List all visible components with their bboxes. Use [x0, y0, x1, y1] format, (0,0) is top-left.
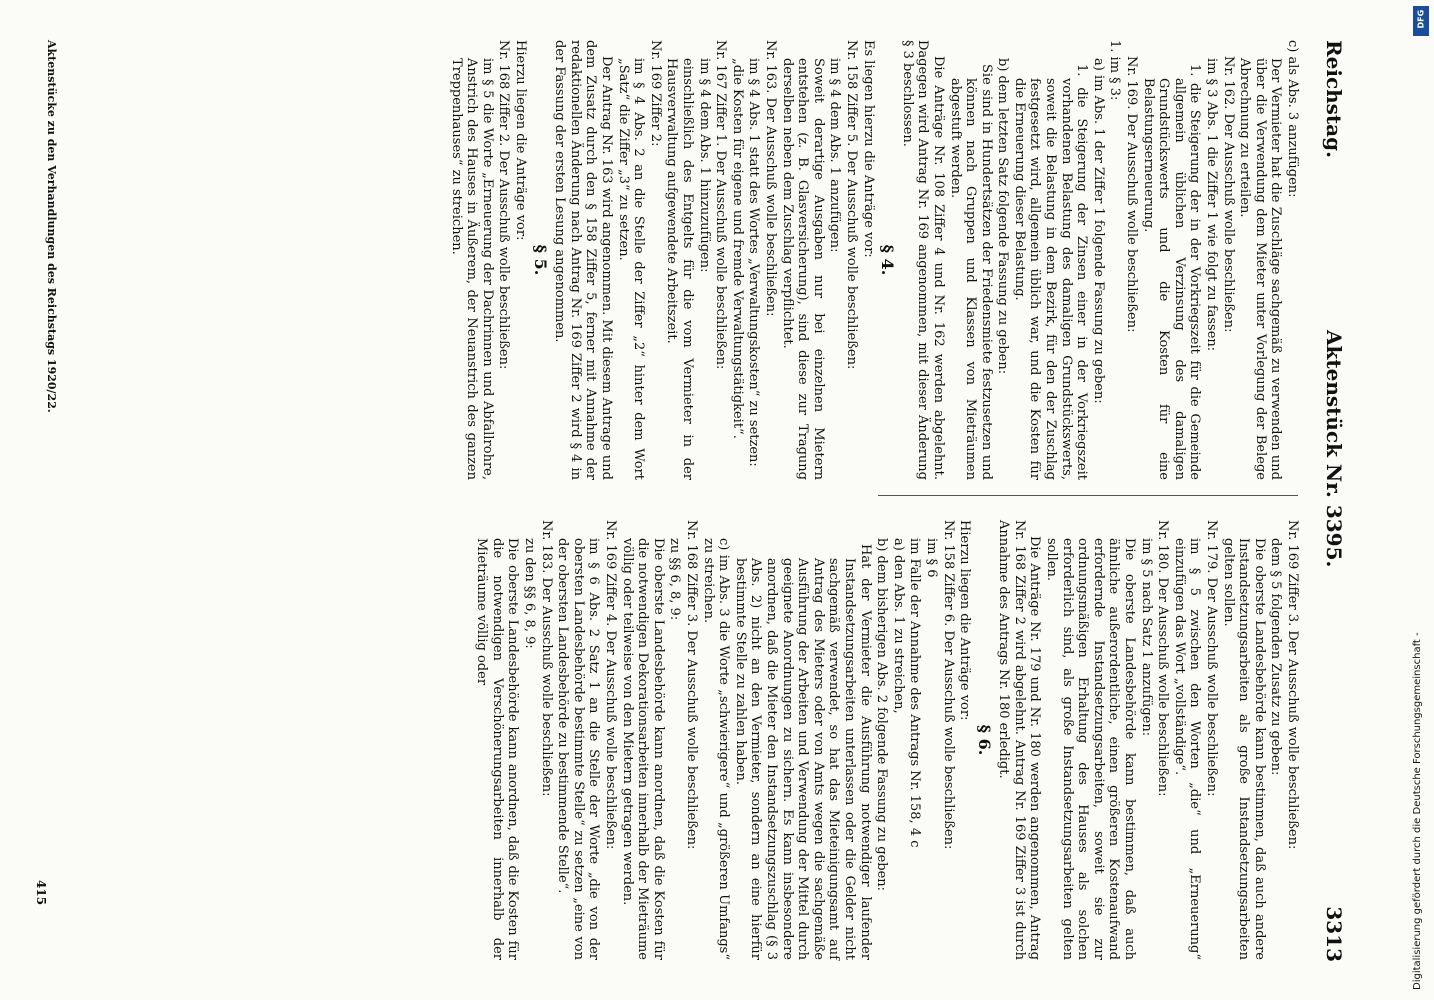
- dfg-logo: [1413, 6, 1429, 36]
- paragraph: 1. die Steigerung der in der Vorkriegszeit für die Gemeinde allgemein üblichen Verzinsung des damaligen Grundstückswerts und die Kosten für eine Belastungserneuerung.: [1140, 64, 1203, 480]
- paragraph: Die Anträge Nr. 179 und Nr. 180 werden angenommen, Antrag Nr. 168 Ziffer 2 wird abgelehnt. Antrag Nr. 169 Ziffer 3 ist durch Annahme des Antrags Nr. 180 erledigt.: [996, 520, 1043, 960]
- section-heading: § 5.: [530, 244, 550, 276]
- paragraph: im § 3 Abs. 1 die Ziffer 1 wie folgt zu fassen:: [1204, 58, 1220, 352]
- paragraph: Nr. 169 Ziffer 4. Der Ausschuß wolle beschließen:: [603, 520, 619, 850]
- paragraph: Hierzu liegen die Anträge vor:: [957, 520, 973, 721]
- paragraph: Soweit derartige Ausgaben nur bei einzelnen Mietern entstehen (z. B. Glasversicherung), sind diese zur Tragung derselben neben dem Zuschlag verpflichtet.: [779, 58, 826, 480]
- header-page-number: 3313: [1322, 906, 1346, 962]
- digitization-text: Digitalisierung gefördert durch die Deutsche Forschungsgemeinschaft -: [1412, 632, 1423, 990]
- paragraph: Die oberste Landesbehörde kann bestimmen, daß auch ähnliche außerordentliche, einen größeren Kostenaufwand erfordernde Instandsetzungsarbeiten, soweit sie zur ordnungsmäßigen Erhaltung des Hauses als solchen erforderlich sind, als große Instandsetzungsarbeiten gelten sollen.: [1044, 538, 1138, 960]
- paragraph: Nr. 163. Der Ausschuß wolle beschließen:: [763, 40, 778, 317]
- paragraph: Der Vermieter hat die Zuschläge sachgemäß zu verwenden und über die Verwendung dem Mieter unter Vorlegung der Belege Abrechnung zu erteilen.: [1237, 58, 1284, 480]
- paragraph: Nr. 179. Der Ausschuß wolle beschließen:: [1204, 520, 1220, 797]
- right-column: [473, 520, 1300, 960]
- paragraph: im § 5 zwischen den Worten „die“ und „Erneuerung“ einzufügen das Wort „vollständige“.: [1171, 538, 1203, 960]
- paragraph: Es liegen hierzu die Anträge vor:: [860, 40, 876, 258]
- paragraph: Nr. 162. Der Ausschuß wolle beschließen:: [1220, 56, 1236, 333]
- dfg-logo-text: DFG: [1416, 9, 1426, 29]
- paragraph: einschließlich des Entgelts für die vom Vermieter in der Hausverwaltung aufgewendete Arbeitszeit.: [664, 58, 696, 480]
- paragraph: c) im Abs. 3 die Worte „schwierigere“ und „größeren Umfangs“ zu streichen.: [700, 538, 732, 960]
- paragraph: dem § 5 folgenden Zusatz zu geben:: [1268, 538, 1284, 776]
- header-center: Aktenstück Nr. 3395.: [1322, 330, 1346, 568]
- paragraph: im § 5 die Worte „Erneuerung der Dachrinnen und Abfallrohre, Anstrich des Hauses in Äußerem, der Neuanstrich des ganzen Treppenhauses“ zu streichen.: [448, 58, 495, 480]
- paragraph: im § 4 Abs. 1 statt des Wortes „Verwaltungskosten“ zu setzen:: [746, 58, 762, 467]
- left-column: [447, 40, 1300, 480]
- paragraph: im § 4 dem Abs. 1 anzufügen:: [827, 58, 843, 253]
- paragraph: im § 6 Abs. 2 Satz 1 an die Stelle der Worte „die von der obersten Landesbehörde bestimmte Stelle“ zu setzen „eine von der obersten Landesbehörde zu bestimmende Stelle“.: [555, 538, 602, 960]
- header-left: Reichstag.: [1322, 40, 1346, 159]
- paragraph: Nr. 168 Ziffer 2. Der Ausschuß wolle beschließen:: [496, 40, 512, 370]
- paragraph: Nr. 167 Ziffer 1. Der Ausschuß wolle beschließen:: [713, 40, 729, 370]
- paragraph: a) im Abs. 1 der Ziffer 1 folgende Fassung zu geben:: [1090, 58, 1106, 404]
- paragraph: Nr. 158 Ziffer 5. Der Ausschuß wolle beschließen:: [843, 40, 859, 370]
- paragraph: „die Kosten für eigene und fremde Verwaltungstätigkeit“.: [729, 58, 745, 439]
- digitization-note: [1412, 10, 1430, 990]
- paragraph: Die Anträge Nr. 108 Ziffer 4 und Nr. 162 werden abgelehnt. Dagegen wird Antrag Nr. 169 angenommen, mit dieser Änderung § 3 beschlossen.: [899, 40, 946, 480]
- sheet-number: 415: [34, 880, 48, 906]
- paragraph: im Falle der Annahme des Antrags Nr. 158, 4 c: [907, 538, 923, 848]
- paragraph: Die oberste Landesbehörde kann anordnen, daß die Kosten für die notwendigen Dekorationsarbeiten innerhalb der Mieträume völlig oder teilweise von den Mietern getragen werden.: [619, 538, 666, 960]
- paragraph: Nr. 183. Der Ausschuß wolle beschließen:: [538, 520, 554, 797]
- paragraph: Nr. 168 Ziffer 3. Der Ausschuß wolle beschließen:: [684, 520, 700, 850]
- paragraph: b) dem bisherigen Abs. 2 folgende Fassung zu geben:: [874, 538, 890, 892]
- paragraph: Nr. 158 Ziffer 6. Der Ausschuß wolle beschließen:: [940, 520, 956, 850]
- paragraph: Sie sind in Hundertsätzen der Friedensmiete festzusetzen und können nach Gruppen und Klassen von Mieträumen abgestuft werden.: [947, 64, 994, 480]
- paragraph: Die oberste Landesbehörde kann bestimmen, daß auch andere Instandsetzungsarbeiten als große Instandsetzungsarbeiten gelten sollen.: [1220, 538, 1267, 960]
- footer-note: Aktenstücke zu den Verhandlungen des Reichstags 1920/22.: [45, 40, 58, 413]
- paragraph: Nr. 180. Der Ausschuß wolle beschließen:: [1155, 520, 1171, 797]
- paragraph: Nr. 169 Ziffer 2:: [647, 40, 663, 147]
- paragraph: im § 4 dem Abs. 1 hinzuzufügen:: [696, 58, 712, 273]
- paragraph: im § 6: [923, 538, 939, 578]
- paragraph: im § 5 nach Satz 1 anzufügen:: [1138, 538, 1154, 737]
- paragraph: Hat der Vermieter die Ausführung notwendiger laufender Instandsetzungsarbeiten unterlassen oder die Gelder nicht sachgemäß verwendet, so hat das Mieteinigungsamt auf Antrag des Mieters oder von Amts wegen die sachgemäße Ausführung der Arbeiten und Verwendung der Mittel durch geeignete Anordnungen zu sichern. Es kann insbesondere anordnen, daß die Mieter den Instandsetzungszuschlag (§ 3 Abs. 2) nicht an den Vermieter, sondern an eine hierfür bestimmte Stelle zu zahlen haben.: [732, 544, 873, 960]
- paragraph: 1. im § 3:: [1107, 40, 1123, 101]
- paragraph: 1. die Steigerung der Zinsen einer in der Vorkriegszeit vorhandenen Belastung des damaligen Grundstückswerts, soweit die Belastung in dem Bezirk, für den der Zuschlag festgesetzt wird, allgemein üblich war, und die Kosten für die Erneuerung dieser Belastung.: [1011, 64, 1090, 480]
- paragraph: Hierzu liegen die Anträge vor:: [513, 40, 529, 241]
- paragraph: Nr. 169. Der Ausschuß wolle beschließen:: [1124, 56, 1140, 333]
- paragraph: b) dem letzten Satz folgende Fassung zu geben:: [995, 58, 1011, 375]
- page-header: [1308, 0, 1360, 1000]
- paragraph: im § 4 Abs. 2 an die Stelle der Ziffer „2“ hinter dem Wort „Satz“ die Ziffer „3“ zu setzen.: [615, 58, 647, 480]
- paragraph: zu den §§ 6, 8, 9:: [522, 538, 538, 649]
- paragraph: a) den Abs. 1 zu streichen,: [890, 538, 906, 714]
- column-divider: [878, 495, 1298, 496]
- section-heading: § 6.: [974, 724, 994, 756]
- section-heading: § 4.: [878, 244, 898, 276]
- paragraph: Die oberste Landesbehörde kann anordnen, daß die Kosten für die notwendigen Verschönerungsarbeiten innerhalb der Mieträume völlig oder: [474, 538, 521, 960]
- paragraph: c) als Abs. 3 anzufügen:: [1285, 40, 1300, 198]
- paragraph: Nr. 169 Ziffer 3. Der Ausschuß wolle beschließen:: [1285, 520, 1300, 850]
- paragraph: zu §§ 6, 8, 9:: [667, 538, 683, 621]
- paragraph: Der Antrag Nr. 163 wird angenommen. Mit diesem Antrage und dem Zusatz durch den § 158 Ziffer 5, ferner mit Annahme der redaktionellen Änderung nach Antrag Nr. 169 Ziffer 2 wird § 4 in der Fassung der ersten Lesung angenommen.: [552, 40, 615, 480]
